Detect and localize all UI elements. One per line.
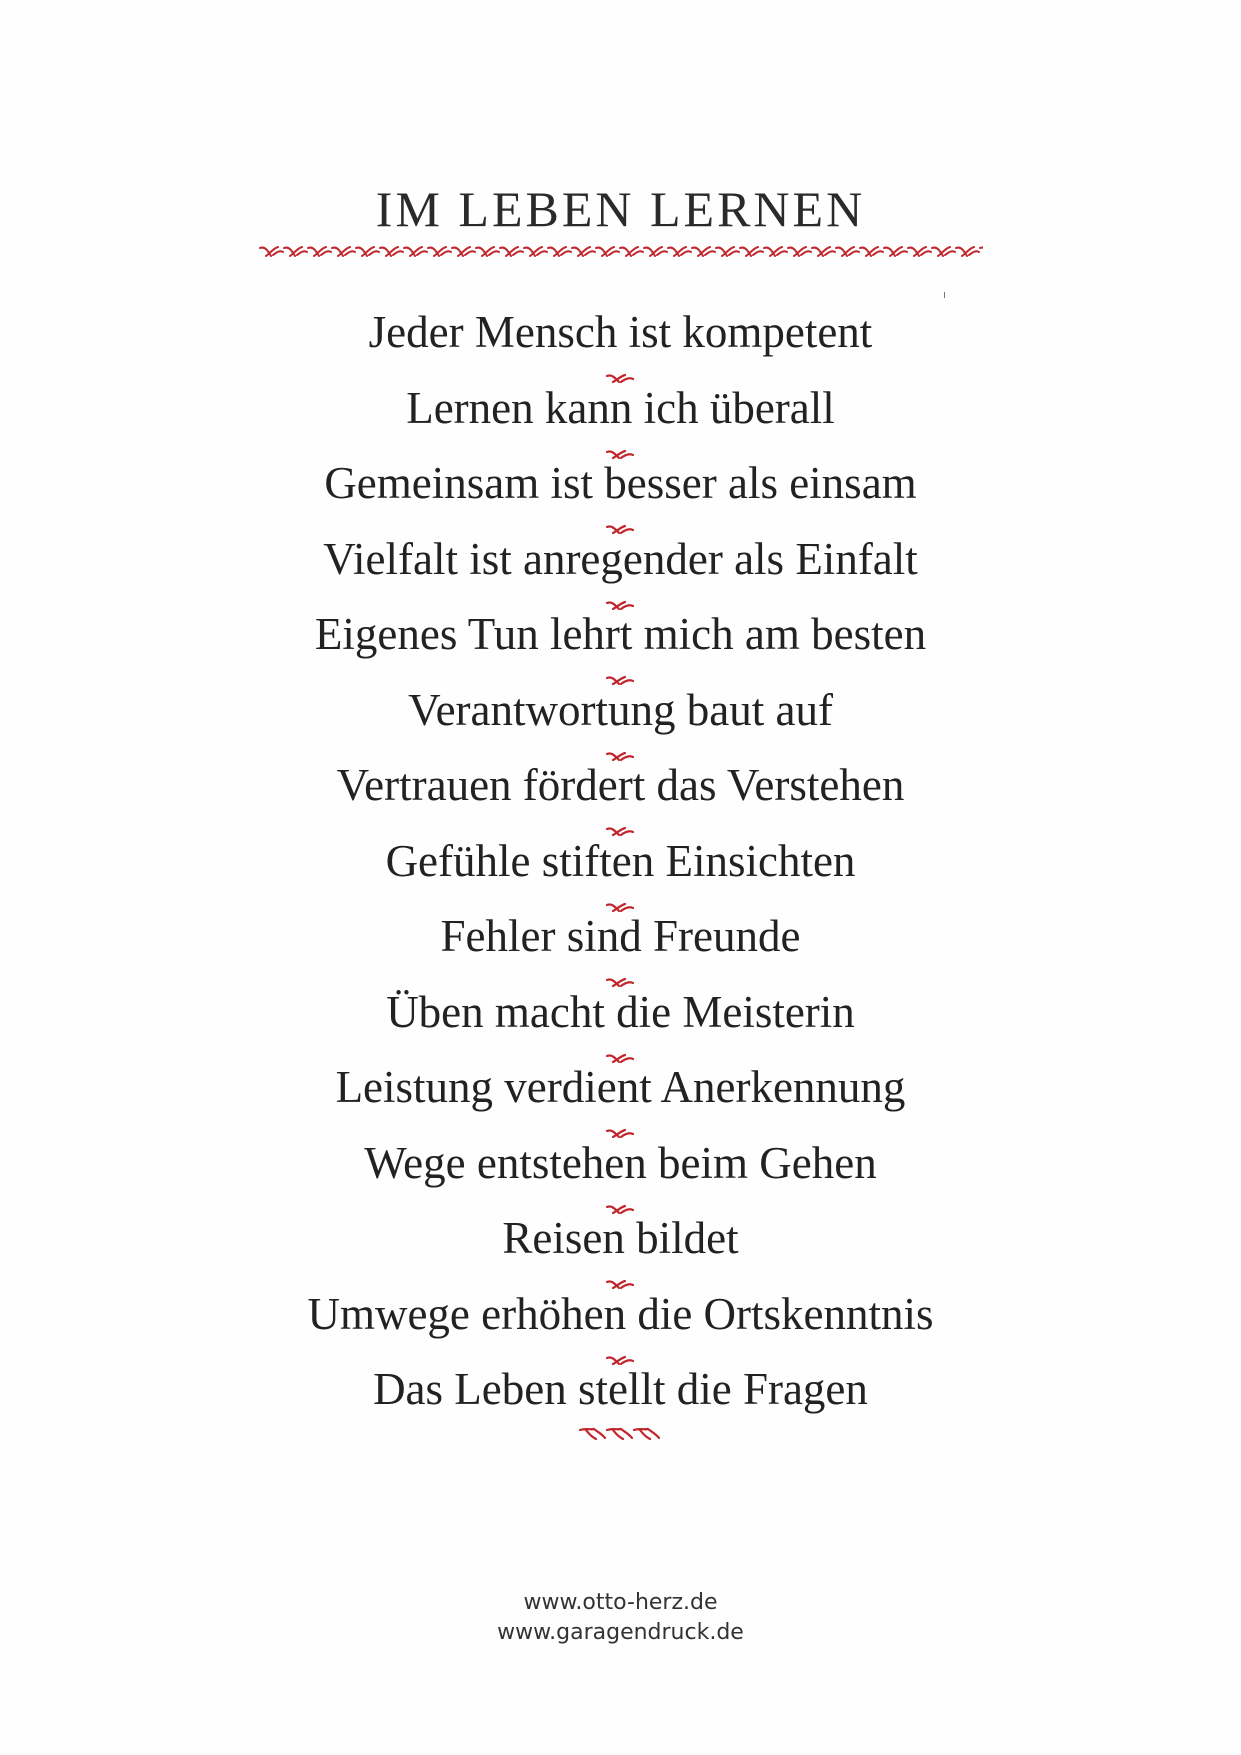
footer-url-otto-herz: www.otto-herz.de (523, 1590, 718, 1615)
stray-mark (944, 292, 948, 298)
poem-line: Umwege erhöhen die Ortskenntnis (307, 1288, 934, 1339)
end-ornament-icon (578, 1426, 662, 1442)
poem-line: Verantwortung baut auf (408, 684, 833, 735)
footer (0, 1588, 1241, 1648)
title-ornament-rule-icon (259, 244, 983, 260)
poem-line: Reisen bildet (502, 1213, 739, 1263)
poem-line: Wege entstehen beim Gehen (364, 1137, 877, 1188)
poem-line: Gemeinsam ist besser als einsam (324, 458, 917, 508)
poem-line: Eigenes Tun lehrt mich am besten (314, 609, 927, 659)
poem-line: Jeder Mensch ist kompetent (368, 307, 873, 357)
poem-line: Fehler sind Freunde (440, 911, 801, 961)
poem-line: Leistung verdient Anerkennung (335, 1062, 906, 1112)
poem-line: Lernen kann ich überall (406, 382, 835, 433)
poem-line: Das Leben stellt die Fragen (373, 1364, 868, 1414)
poem-line: Vertrauen fördert das Verstehen (336, 760, 905, 810)
poem-title: IM LEBEN LERNEN (375, 181, 866, 237)
poem-line: Vielfalt ist anregender als Einfalt (323, 533, 918, 584)
poem-line: Gefühle stiften Einsichten (385, 835, 856, 886)
poem-line: Üben macht die Meisterin (386, 986, 855, 1037)
footer-url-garagendruck: www.garagendruck.de (497, 1620, 744, 1645)
